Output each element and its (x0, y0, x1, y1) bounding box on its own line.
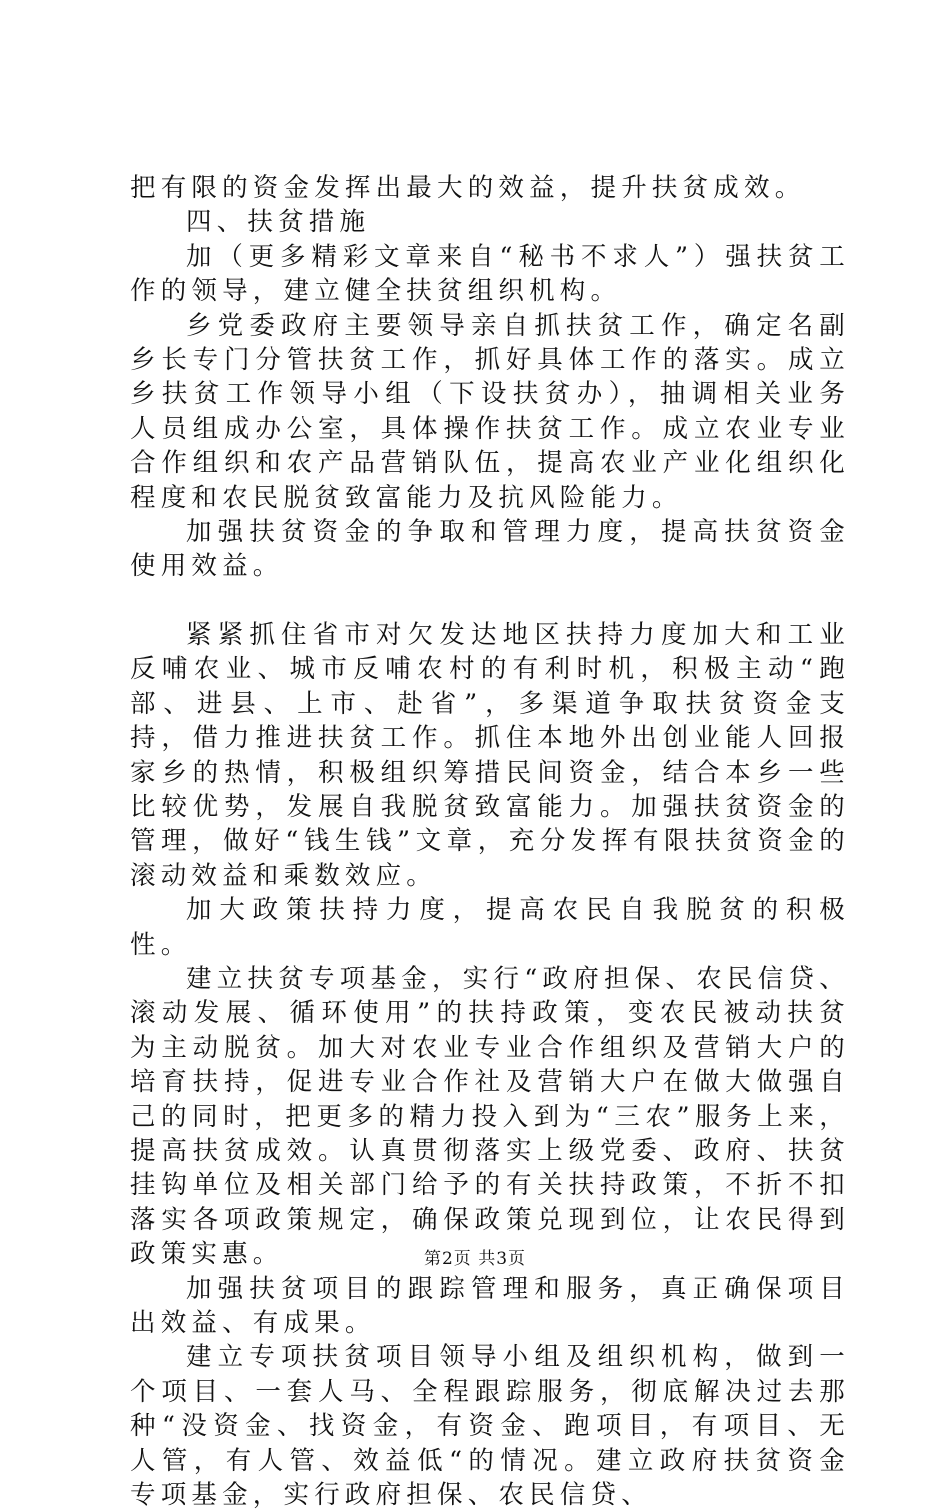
document-body (130, 171, 850, 1512)
paragraph-policy-detail: 建立扶贫专项基金，实行“政府担保、农民信贷、滚动发展、循环使用”的扶持政策，变农民被动扶贫为主动脱贫。加大对农业专业合作组织及营销大户的培育扶持，促进专业合作社及营销大户在做大做强自己的同时，把更多的精力投入到为“三农”服务上来，提高扶贫成效。认真贯彻落实上级党委、政府、扶贫挂钩单位及相关部门给予的有关扶持政策，不折不扣落实各项政策规定，确保政策兑现到位，让农民得到政策实惠。 (130, 963, 850, 1270)
paragraph-subheading-funds: 加强扶贫资金的争取和管理力度，提高扶贫资金使用效益。 (130, 517, 850, 582)
paragraph-funds-detail: 紧紧抓住省市对欠发达地区扶持力度加大和工业反哺农业、城市反哺农村的有利时机，积极主动“跑部、进县、上市、赴省”，多渠道争取扶贫资金支持，借力推进扶贫工作。抓住本地外出创业能人回报家乡的热情，积极组织筹措民间资金，结合本乡一些比较优势，发展自我脱贫致富能力。加强扶贫资金的管理，做好“钱生钱”文章，充分发挥有限扶贫资金的滚动效益和乘数效应。 (130, 619, 850, 891)
paragraph-projects-detail: 建立专项扶贫项目领导小组及组织机构，做到一个项目、一套人马、全程跟踪服务，彻底解决过去那种“没资金、找资金，有资金、跑项目，有项目、无人管，有人管、效益低“的情况。建立政府扶贫资金专项基金，实行政府担保、农民信贷、 (130, 1342, 850, 1511)
paragraph-subheading-policy: 加大政策扶持力度，提高农民自我脱贫的积极性。 (130, 895, 850, 960)
paragraph-leadership-detail: 乡党委政府主要领导亲自抓扶贫工作，确定名副乡长专门分管扶贫工作，抓好具体工作的落实。成立乡扶贫工作领导小组（下设扶贫办），抽调相关业务人员组成办公室，具体操作扶贫工作。成立农业专业合作组织和农产品营销队伍，提高农业产业化组织化程度和农民脱贫致富能力及抗风险能力。 (130, 310, 850, 513)
paragraph-subheading-projects: 加强扶贫项目的跟踪管理和服务，真正确保项目出效益、有成果。 (130, 1273, 850, 1338)
section-heading: 四、扶贫措施 (186, 207, 371, 238)
paragraph-continuation: 把有限的资金发挥出最大的效益，提升扶贫成效。 (130, 173, 806, 203)
page-footer: 第2页 共3页 (423, 1249, 527, 1269)
blank-line (130, 584, 850, 618)
paragraph-subheading-leadership: 加（更多精彩文章来自“秘书不求人”）强扶贫工作的领导，建立健全扶贫组织机构。 (130, 241, 850, 307)
